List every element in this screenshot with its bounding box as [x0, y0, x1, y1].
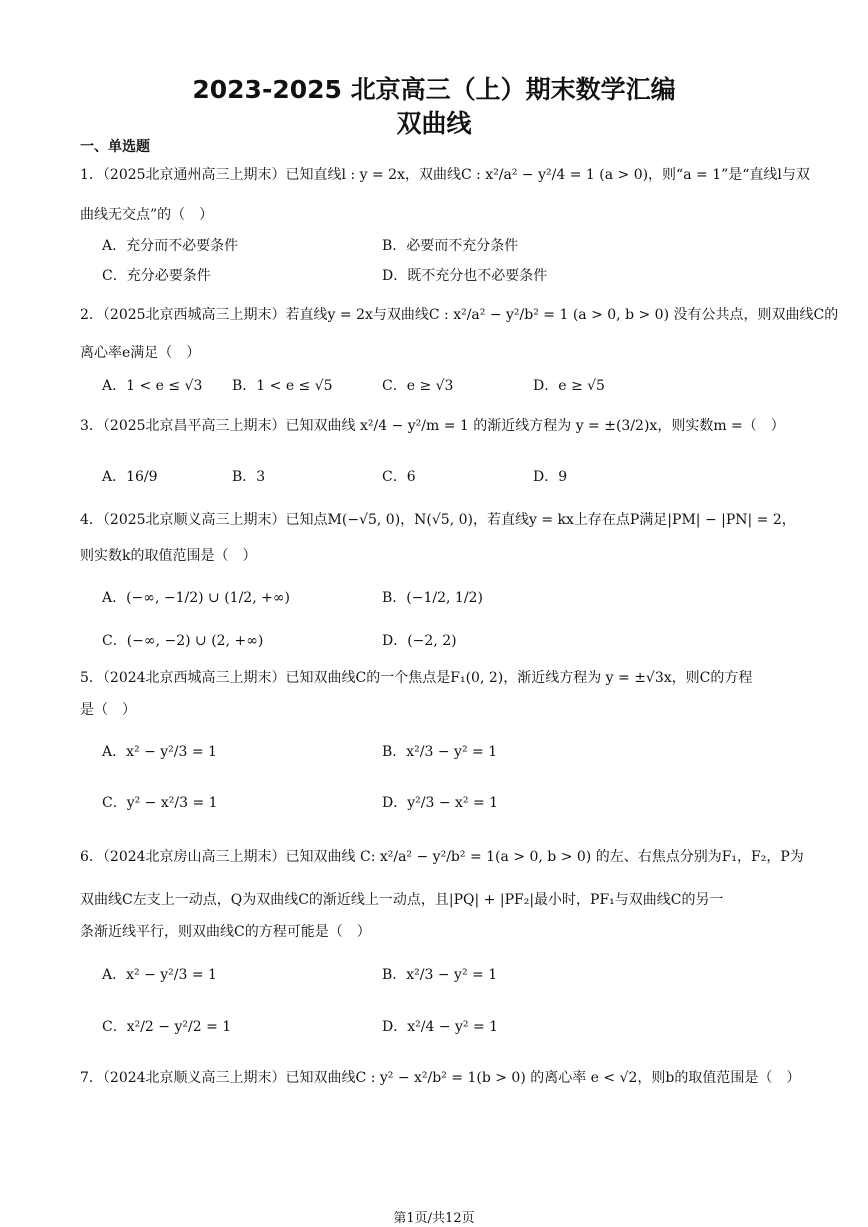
page-footer: 第1页/共12页	[393, 1211, 475, 1226]
question-4-line-2: 则实数k的取值范围是（ ）	[80, 548, 257, 564]
question-5-option-c: C．y² − x²/3 = 1	[102, 795, 218, 811]
question-6-line-1: 6．（2024北京房山高三上期末）已知双曲线 C: x²/a² − y²/b² = 1(a > 0, b > 0) 的左、右焦点分别为F₁，F₂，P为	[80, 849, 804, 865]
question-5-line-2: 是（ ）	[80, 702, 136, 718]
question-2-line-1: 2．（2025北京西城高三上期末）若直线y = 2x与双曲线C : x²/a² − y²/b² = 1 (a > 0, b > 0) 没有公共点，则双曲线C的	[80, 307, 839, 323]
question-3-option-d: D．9	[533, 469, 568, 485]
question-6-option-c: C．x²/2 − y²/2 = 1	[102, 1019, 232, 1035]
question-2-option-a: A．1 < e ≤ √3	[102, 378, 203, 394]
section-heading: 一、单选题	[80, 139, 150, 155]
question-2-option-c: C．e ≥ √3	[382, 378, 454, 394]
question-4-option-a: A．(−∞, −1/2) ∪ (1/2, +∞)	[102, 590, 290, 606]
question-1-line-1: 1．（2025北京通州高三上期末）已知直线l : y = 2x，双曲线C : x²/a² − y²/4 = 1 (a > 0)，则“a = 1”是“直线l与双	[80, 167, 810, 183]
document-title: 2023-2025 北京高三（上）期末数学汇编	[192, 75, 676, 104]
question-2-line-2: 离心率e满足（ ）	[80, 345, 201, 361]
question-1-option-b: B．必要而不充分条件	[382, 238, 519, 254]
question-5-option-b: B．x²/3 − y² = 1	[382, 744, 498, 760]
question-3-option-b: B．3	[232, 469, 266, 485]
question-6-option-d: D．x²/4 − y² = 1	[382, 1019, 499, 1035]
question-1-option-d: D．既不充分也不必要条件	[382, 268, 548, 284]
question-5-option-d: D．y²/3 − x² = 1	[382, 795, 499, 811]
question-6-option-b: B．x²/3 − y² = 1	[382, 967, 498, 983]
question-5-line-1: 5．（2024北京西城高三上期末）已知双曲线C的一个焦点是F₁(0, 2)，渐近线方程为 y = ±√3x，则C的方程	[80, 670, 753, 686]
question-6-option-a: A．x² − y²/3 = 1	[102, 967, 217, 983]
question-1-option-a: A．充分而不必要条件	[102, 238, 239, 254]
question-3-option-c: C．6	[382, 469, 416, 485]
question-4-option-c: C．(−∞, −2) ∪ (2, +∞)	[102, 633, 264, 649]
question-4-option-d: D．(−2, 2)	[382, 633, 457, 649]
question-4-option-b: B．(−1/2, 1/2)	[382, 590, 483, 606]
document-subtitle: 双曲线	[396, 109, 472, 138]
question-1-option-c: C．充分必要条件	[102, 268, 211, 284]
question-2-option-d: D．e ≥ √5	[533, 378, 605, 394]
question-6-line-2: 双曲线C左支上一动点，Q为双曲线C的渐近线上一动点，且|PQ| + |PF₂|最小时，PF₁与双曲线C的另一	[80, 892, 724, 908]
question-6-line-3: 条渐近线平行，则双曲线C的方程可能是（ ）	[80, 924, 371, 940]
question-3-line-1: 3．（2025北京昌平高三上期末）已知双曲线 x²/4 − y²/m = 1 的渐近线方程为 y = ±(3/2)x，则实数m =（ ）	[80, 418, 785, 434]
question-4-line-1: 4．（2025北京顺义高三上期末）已知点M(−√5, 0)，N(√5, 0)，若直线y = kx上存在点P满足|PM| − |PN| = 2，	[80, 512, 796, 528]
question-3-option-a: A．16/9	[102, 469, 158, 485]
question-1-line-2: 曲线无交点”的（ ）	[80, 207, 214, 223]
question-7-line-1: 7．（2024北京顺义高三上期末）已知双曲线C : y² − x²/b² = 1(b > 0) 的离心率 e < √2，则b的取值范围是（ ）	[80, 1070, 801, 1086]
question-2-option-b: B．1 < e ≤ √5	[232, 378, 333, 394]
question-5-option-a: A．x² − y²/3 = 1	[102, 744, 217, 760]
